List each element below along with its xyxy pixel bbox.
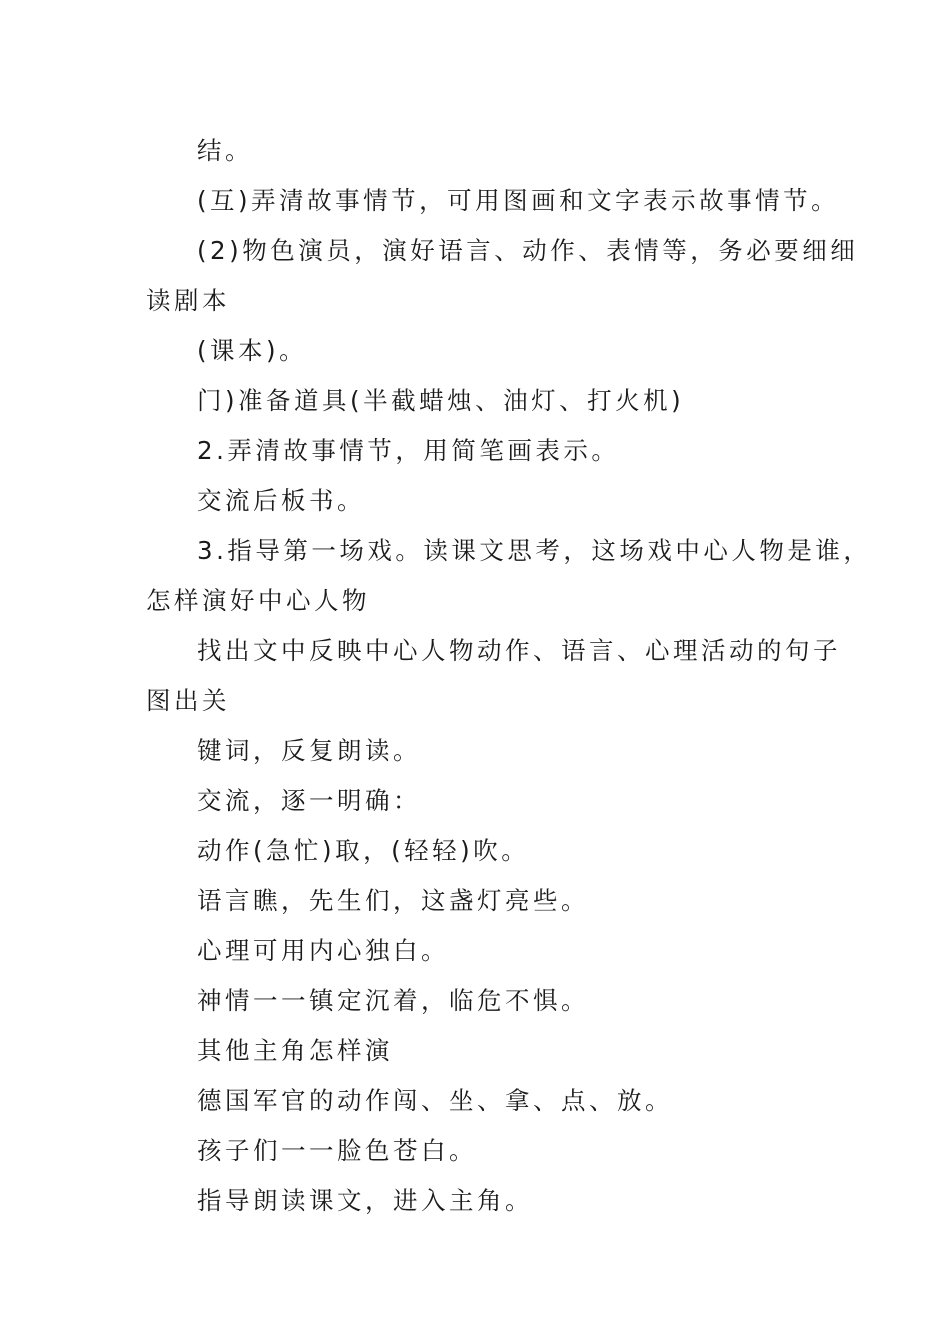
- text-line: 交流后板书。: [197, 486, 365, 515]
- text-line: 键词，反复朗读。: [197, 736, 421, 765]
- text-line: 3.指导第一场戏。读课文思考，这场戏中心人物是谁，: [197, 536, 872, 565]
- text-line: 心理可用内心独白。: [197, 936, 449, 965]
- document-body: [146, 126, 872, 1226]
- text-line: 怎样演好中心人物: [146, 586, 370, 615]
- text-line: (互)弄清故事情节，可用图画和文字表示故事情节。: [197, 186, 840, 215]
- text-line: 图出关: [146, 686, 230, 715]
- text-line: 2.弄清故事情节，用简笔画表示。: [197, 436, 620, 465]
- text-line: 指导朗读课文，进入主角。: [197, 1186, 533, 1215]
- text-line: 结。: [197, 136, 253, 165]
- text-line: 交流，逐一明确：: [197, 786, 421, 815]
- text-line: 门)准备道具(半截蜡烛、油灯、打火机): [197, 386, 685, 415]
- text-line: 语言瞧，先生们，这盏灯亮些。: [197, 886, 589, 915]
- text-line: 神情一一镇定沉着，临危不惧。: [197, 986, 589, 1015]
- text-line: 找出文中反映中心人物动作、语言、心理活动的句子: [197, 636, 841, 665]
- text-line: 孩子们一一脸色苍白。: [197, 1136, 477, 1165]
- text-line: 动作(急忙)取，(轻轻)吹。: [197, 836, 530, 865]
- text-line: 读剧本: [146, 286, 230, 315]
- text-line: (2)物色演员，演好语言、动作、表情等，务必要细细: [197, 236, 859, 265]
- text-line: 德国军官的动作闯、坐、拿、点、放。: [197, 1086, 673, 1115]
- text-line: 其他主角怎样演: [197, 1036, 393, 1065]
- text-line: (课本)。: [197, 336, 308, 365]
